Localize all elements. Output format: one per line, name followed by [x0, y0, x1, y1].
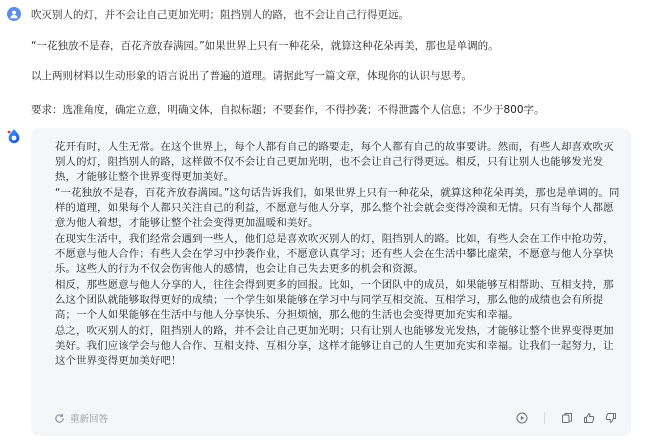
copy-icon [561, 412, 573, 424]
prompt-line: “一花独放不是春，百花齐放春满园。”如果世界上只有一种花朵，就算这种花朵再美，那也是单调的。 [31, 40, 499, 52]
like-button[interactable] [581, 410, 597, 426]
thumbs-up-icon [583, 412, 595, 424]
answer-actions [514, 410, 619, 426]
thumbs-down-icon [605, 412, 617, 424]
ai-logo-icon [6, 128, 22, 144]
refresh-icon [54, 413, 65, 424]
user-avatar [7, 7, 21, 21]
answer-text [55, 140, 623, 370]
answer-card [31, 128, 631, 436]
answer-paragraph: 总之，吹灭别人的灯，阻挡别人的路，并不会让自己更加光明；只有让别人也能够发光发热，才能够让整个世界变得更加美好。我们应该学会与他人合作、互相支持、互相分享，这样才能够让自己的人生更加充实和幸福。让我们一起努力，让这个世界变得更加美好吧！ [55, 325, 614, 367]
answer-paragraph: 相反，那些愿意与他人分享的人，往往会得到更多的回报。比如，一个团队中的成员，如果能够互相帮助、互相支持，那么这个团队就能够取得更好的成绩；一个学生如果能够在学习中与同学互相交流、互相学习，那么他的成绩也会有所提高；一个人如果能够在生活中与他人分享快乐、分担烦恼，那么他的生活也会变得更加充实和幸福。 [55, 279, 614, 321]
copy-button[interactable] [559, 410, 575, 426]
answer-paragraph: “一花独放不是春，百花齐放春满园。”这句话告诉我们，如果世界上只有一种花朵，就算这种花朵再美，那也是单调的。同样的道理，如果每个人都只关注自己的利益，不愿意与他人分享，那么整个社会就会变得冷漠和无情。只有当每个人都愿意为他人着想，才能够让整个社会变得更加温暖和美好。 [55, 187, 620, 229]
prompt-line: 以上两则材料以生动形象的语言说出了普遍的道理。请据此写一篇文章，体现你的认识与思考。 [31, 70, 472, 82]
play-button[interactable] [514, 410, 530, 426]
regenerate-label: 重新回答 [70, 414, 109, 425]
regenerate-button[interactable] [54, 411, 108, 425]
user-icon [9, 9, 19, 19]
prompt-line: 吹灭别人的灯，并不会让自己更加光明；阻挡别人的路，也不会让自己行得更远。 [31, 9, 409, 21]
play-icon [516, 412, 528, 424]
answer-paragraph: 花开有时，人生无常。在这个世界上，每个人都有自己的路要走，每个人都有自己的故事要讲。然而，有些人却喜欢吹灭别人的灯，阻挡别人的路，这样做不仅不会让自己更加光明，也不会让自己行得更远。相反，只有让别人也能够发光发热，才能够让整个世界变得更加美好。 [55, 141, 614, 183]
divider [544, 412, 545, 424]
prompt-line: 要求：选准角度，确定立意，明确文体，自拟标题；不要套作，不得抄袭；不得泄露个人信息；不少于800字。 [31, 104, 545, 116]
answer-footer [54, 410, 619, 426]
answer-paragraph: 在现实生活中，我们经常会遇到一些人，他们总是喜欢吹灭别人的灯，阻挡别人的路。比如，有些人会在工作中抢功劳，不愿意与他人合作；有些人会在学习中抄袭作业，不愿意认真学习；还有些人会在生活中攀比虚荣，不愿意与他人分享快乐。这些人的行为不仅会伤害他人的感情，也会让自己失去更多的机会和资源。 [55, 233, 614, 275]
dislike-button[interactable] [603, 410, 619, 426]
